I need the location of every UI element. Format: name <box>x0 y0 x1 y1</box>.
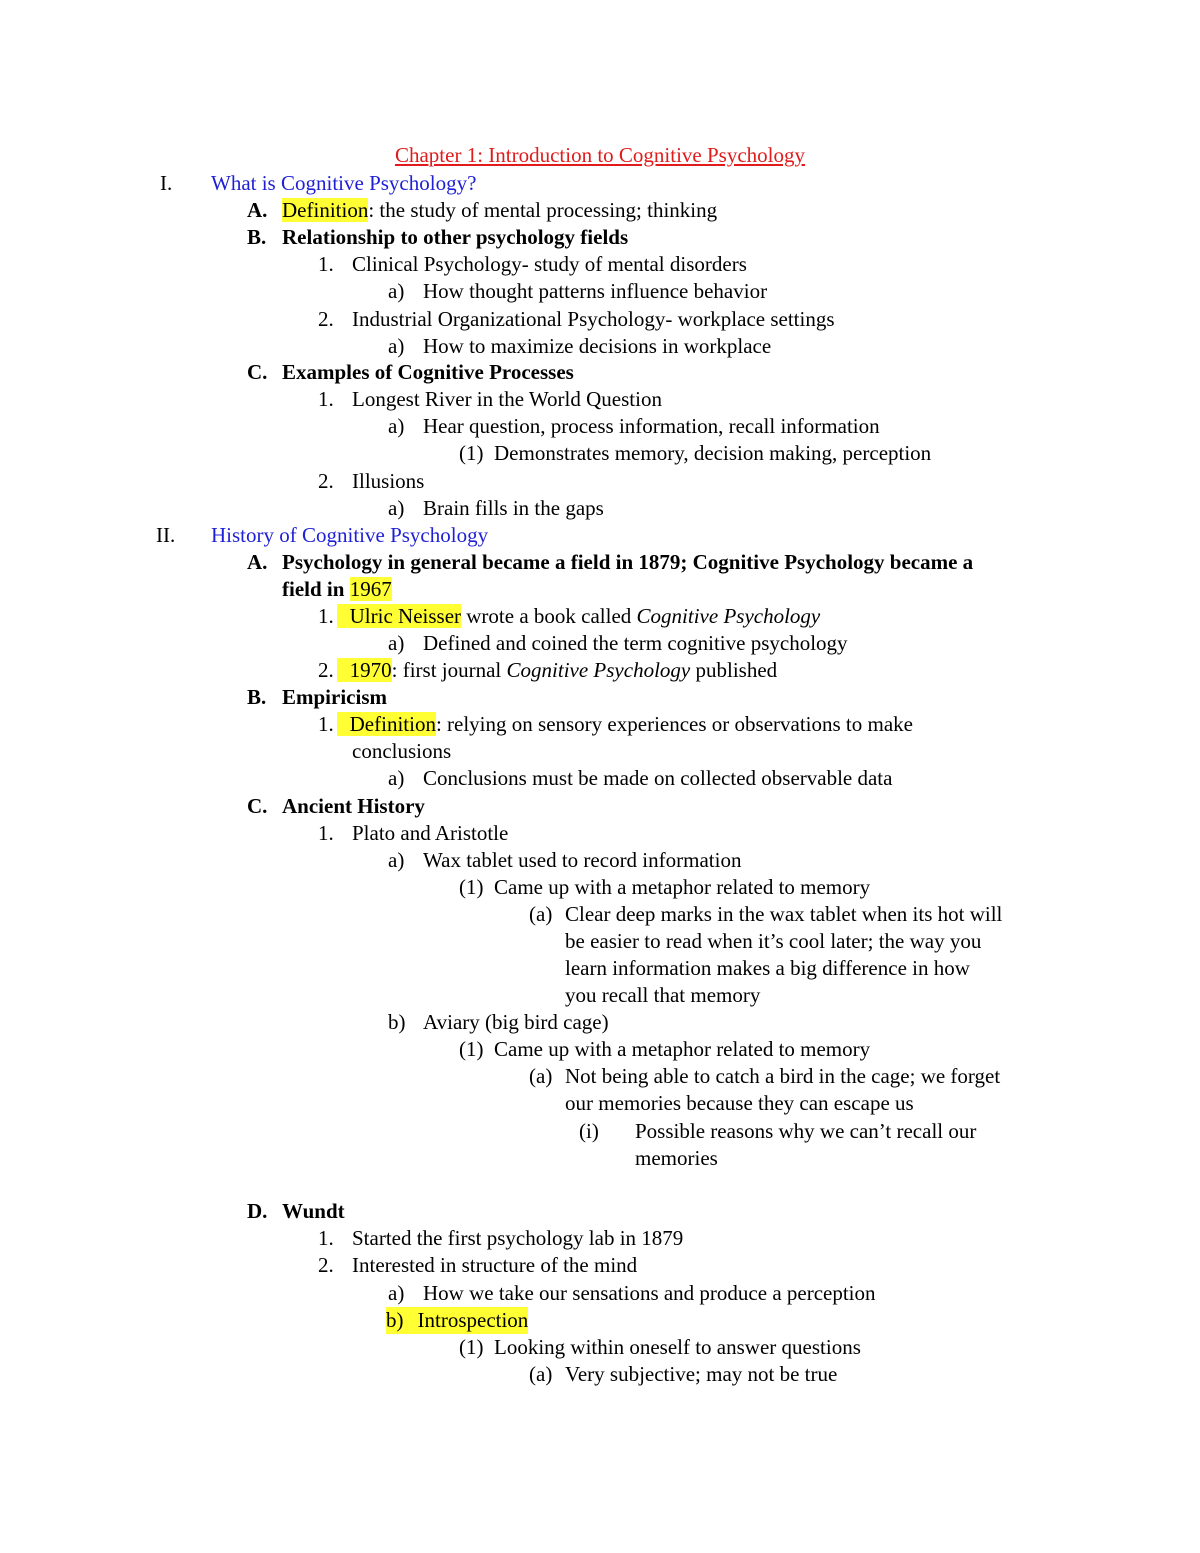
outline-marker: B. <box>247 225 267 249</box>
outline-marker: C. <box>247 794 268 818</box>
outline-marker: a) <box>388 414 405 438</box>
outline-marker: a) <box>388 279 405 303</box>
outline-item: Illusions <box>352 469 425 493</box>
highlighted-term: Definition <box>337 712 436 736</box>
outline-marker: 1. <box>318 712 334 736</box>
outline-item: Demonstrates memory, decision making, perception <box>494 441 932 465</box>
outline-item: Industrial Organizational Psychology- workplace settings <box>352 307 835 331</box>
outline-marker: (a) <box>529 1362 553 1386</box>
outline-marker: 1. <box>318 387 334 411</box>
outline-item: Interested in structure of the mind <box>352 1253 638 1277</box>
outline-marker: 2. <box>318 658 334 682</box>
outline-marker: b) <box>386 1308 404 1332</box>
outline-item: Clinical Psychology- study of mental disorders <box>352 252 747 276</box>
outline-marker: 1. <box>318 604 334 628</box>
outline-marker: A. <box>247 198 268 222</box>
outline-marker: a) <box>388 496 405 520</box>
section-heading: History of Cognitive Psychology <box>211 523 489 547</box>
outline-marker: 2. <box>318 469 334 493</box>
outline-item: Ancient History <box>282 794 425 818</box>
outline-marker: C. <box>247 360 268 384</box>
outline-item: Hear question, process information, recall information <box>423 414 880 438</box>
outline-marker: 2. <box>318 307 334 331</box>
outline-item: Not being able to catch a bird in the cage; we forget <box>565 1064 1001 1088</box>
outline-item: How to maximize decisions in workplace <box>423 334 772 358</box>
outline-item: Aviary (big bird cage) <box>423 1010 609 1034</box>
outline-marker: a) <box>388 334 405 358</box>
outline-item-continuation: learn information makes a big difference in how <box>565 956 970 980</box>
outline-item-continuation: memories <box>635 1146 718 1170</box>
outline-marker: (a) <box>529 902 553 926</box>
outline-item: Possible reasons why we can’t recall our <box>635 1119 977 1143</box>
outline-marker: 1. <box>318 821 334 845</box>
outline-marker: (1) <box>459 875 484 899</box>
outline-item: Relationship to other psychology fields <box>282 225 629 249</box>
outline-item: Psychology in general became a field in 1879; Cognitive Psychology became a <box>282 550 974 574</box>
outline-marker: 1. <box>318 1226 334 1250</box>
highlighted-term: Definition <box>282 198 369 222</box>
outline-item: Very subjective; may not be true <box>565 1362 838 1386</box>
outline-marker: 2. <box>318 1253 334 1277</box>
outline-item: Examples of Cognitive Processes <box>282 360 574 384</box>
outline-item: Ulric Neisser wrote a book called Cognitive Psychology <box>337 603 820 630</box>
outline-item: Conclusions must be made on collected observable data <box>423 766 893 790</box>
outline-item: Came up with a metaphor related to memory <box>494 875 871 899</box>
outline-item: Definition: relying on sensory experiences or observations to make <box>337 711 913 738</box>
outline-marker: (1) <box>459 1335 484 1359</box>
outline-marker: a) <box>388 848 405 872</box>
outline-item: Wax tablet used to record information <box>423 848 742 872</box>
outline-item: Brain fills in the gaps <box>423 496 604 520</box>
outline-item: Defined and coined the term cognitive psychology <box>423 631 848 655</box>
chapter-title: Chapter 1: Introduction to Cognitive Psychology <box>394 143 806 167</box>
outline-marker: B. <box>247 685 267 709</box>
outline-item-continuation: field in 1967 <box>282 577 392 601</box>
outline-marker: (1) <box>459 1037 484 1061</box>
outline-marker: a) <box>388 1281 405 1305</box>
section-marker: I. <box>160 171 173 195</box>
highlighted-term: b) Introspection <box>386 1308 529 1332</box>
outline-item: Came up with a metaphor related to memory <box>494 1037 871 1061</box>
outline-marker: a) <box>388 766 405 790</box>
highlighted-term: Ulric Neisser <box>337 604 461 628</box>
outline-marker: (1) <box>459 441 484 465</box>
outline-item: 1970: first journal Cognitive Psychology published <box>337 657 777 684</box>
outline-marker: (i) <box>579 1119 599 1143</box>
section-heading: What is Cognitive Psychology? <box>211 171 477 195</box>
outline-item: Started the first psychology lab in 1879 <box>352 1226 684 1250</box>
highlighted-term: 1970 <box>337 658 392 682</box>
outline-item: How we take our sensations and produce a perception <box>423 1281 876 1305</box>
outline-item: How thought patterns influence behavior <box>423 279 768 303</box>
outline-marker: 1. <box>318 252 334 276</box>
outline-item-continuation: be easier to read when it’s cool later; the way you <box>565 929 982 953</box>
outline-item: Wundt <box>282 1199 345 1223</box>
outline-item-continuation: you recall that memory <box>565 983 761 1007</box>
outline-marker: b) <box>388 1010 406 1034</box>
outline-item: Longest River in the World Question <box>352 387 662 411</box>
highlighted-term: 1967 <box>349 577 392 601</box>
outline-item: Looking within oneself to answer questions <box>494 1335 861 1359</box>
outline-marker: a) <box>388 631 405 655</box>
outline-item: Empiricism <box>282 685 387 709</box>
outline-item: Plato and Aristotle <box>352 821 509 845</box>
outline-item-continuation: our memories because they can escape us <box>565 1091 914 1115</box>
outline-item-continuation: conclusions <box>352 739 452 763</box>
outline-marker: (a) <box>529 1064 553 1088</box>
outline-item: Definition: the study of mental processing; thinking <box>282 198 718 222</box>
outline-marker: A. <box>247 550 268 574</box>
outline-marker: D. <box>247 1199 268 1223</box>
section-marker: II. <box>156 523 176 547</box>
outline-item: Clear deep marks in the wax tablet when its hot will <box>565 902 1003 926</box>
